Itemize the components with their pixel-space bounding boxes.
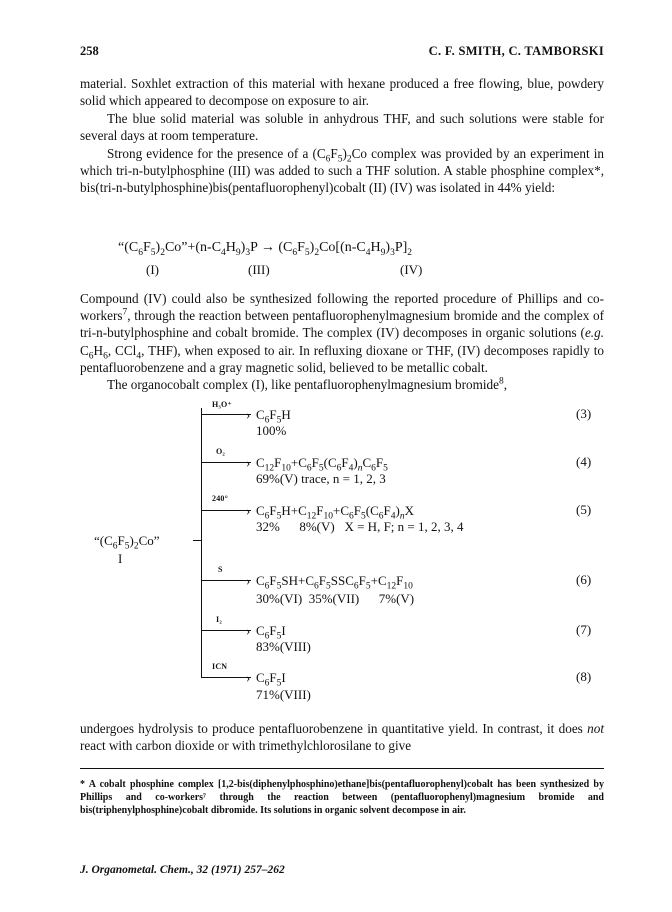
reagent-icn: ICN — [212, 662, 228, 671]
yield-3: 100% — [256, 423, 287, 438]
reagent-iodine: I₂ — [216, 615, 222, 624]
eq-number-5: (5) — [576, 502, 592, 517]
paragraph-5: The organocobalt complex (I), like pentafluorophenylmagnesium bromide$^8$, — [107, 376, 508, 392]
label-compound-I: (I) — [146, 262, 159, 277]
running-authors: C. F. SMITH, C. TAMBORSKI — [428, 44, 604, 58]
eq-number-7: (7) — [576, 622, 592, 637]
yield-6: 30%(VI) 35%(VII) 7%(V) — [256, 591, 415, 606]
paragraph-4: Compound (IV) could also be synthesized following the reported procedure of Phillips and co-workers$^7$, through the reaction between pentafluorophenylmagnesium bromide and the complex of tri-n-butylphosphine and cobalt bromide. The complex (IV) decomposes in organic solutions (e.g. $C_6H_6$, CCl$_4$, THF), when exposed to air. In refluxing dioxane or THF, (IV) decomposes rapidly to pentafluorobenzene and a gray magnetic solid, believed to be metallic cobalt. — [80, 291, 604, 375]
journal-citation: J. Organometal. Chem., 32 (1971) 257–262 — [80, 864, 285, 876]
label-compound-IV: (IV) — [400, 262, 423, 277]
paragraph-6: undergoes hydrolysis to produce pentafluorobenzene in quantitative yield. In contrast, it does not react with carbon dioxide or with trimethylchlorosilane to give — [80, 721, 604, 754]
yield-7: 83%(VIII) — [256, 639, 311, 654]
product-6: $C_6F_5SH+C_6F_5SSC_6F_5+C_{12}F_{10}$ — [256, 573, 413, 592]
yield-5: 32% 8%(V) X = H, F; n = 1, 2, 3, 4 — [256, 519, 464, 534]
product-3: $C_6F_5H$ — [256, 407, 291, 426]
product-4: $C_{12}F_{10}+C_6F_5(C_6F_4)_nC_6F_5$ — [256, 455, 388, 474]
label-compound-III: (III) — [248, 262, 270, 277]
reagent-sulfur: S — [218, 565, 223, 574]
reagent-o2: O₂ — [216, 447, 226, 456]
arrow-6 — [201, 580, 251, 581]
yield-8: 71%(VIII) — [256, 687, 311, 702]
arrow-3 — [201, 414, 251, 415]
eq-number-3: (3) — [576, 406, 592, 421]
product-8: $C_6F_5I$ — [256, 670, 286, 689]
paragraph-3: Strong evidence for the presence of a $(C_6F_5)_2Co$ complex was provided by an experiment in which tri-n-butylphosphine (III) was added to such a THF solution. A stable phosphine complex*, bis(tri-n-butylphosphine)bis(pentafluorophenyl)cobalt (II) (IV) was isolated in 44% yield: — [80, 146, 604, 196]
starting-label: I — [118, 551, 123, 566]
eq-number-4: (4) — [576, 454, 592, 469]
product-7: $C_6F_5I$ — [256, 623, 286, 642]
paragraph-1: material. Soxhlet extraction of this material with hexane produced a free flowing, blue, powdery solid which appeared to decompose on exposure to air. — [80, 76, 604, 109]
arrow-8 — [201, 677, 251, 678]
reagent-heat: 240° — [212, 494, 228, 503]
eq-number-8: (8) — [576, 669, 592, 684]
scheme-trunk — [201, 408, 202, 678]
equation-1: “$(C_6F_5)_2Co”+(n-C_4H_9)_3P \to (C_6F_5)_2Co[(n-C_4H_9)_3P]_2$ — [118, 240, 413, 258]
page-number: 258 — [80, 44, 99, 58]
starting-material: “$(C_6F_5)_2Co$” — [94, 533, 160, 552]
eq-number-6: (6) — [576, 572, 592, 587]
footnote: * A cobalt phosphine complex [1,2-bis(diphenylphosphino)ethane]bis(pentafluorophenyl)cobalt has been synthesized by Phillips and co-workers⁷ through the reaction between (pentafluorophenyl)magnesium bromide and bis(triphenylphosphine)cobalt dibromide. Its solutions in organic solvent decompose in air. — [80, 779, 604, 817]
yield-4: 69%(V) trace, n = 1, 2, 3 — [256, 471, 386, 486]
scheme-stem — [193, 540, 202, 541]
paragraph-2: The blue solid material was soluble in anhydrous THF, and such solutions were stable for several days at room temperature. — [80, 111, 604, 144]
arrow-5 — [201, 510, 251, 511]
footnote-rule — [80, 768, 604, 769]
running-header — [80, 44, 604, 62]
reagent-h3o: H₃O⁺ — [212, 400, 232, 409]
arrow-7 — [201, 630, 251, 631]
arrow-4 — [201, 462, 251, 463]
product-5: $C_6F_5H+C_{12}F_{10}+C_6F_5(C_6F_4)_nX$ — [256, 503, 414, 522]
journal-page: 258 C. F. SMITH, C. TAMBORSKI material. Soxhlet extraction of this material with hexane produced a free flowing, blue, powdery solid which appeared to decompose on exposure to air. The blue solid material was soluble in anhydrous THF, and such solutions were stable for several days at room temperature. Strong evidence for the presence of a $(C_6F_5)_2Co$ complex was provided by an experiment in which tri-n-butylphosphine (III) was added to such a THF solution. A stable phosphine complex*, bis(tri-n-butylphosphine)bis(pentafluorophenyl)cobalt (II) (IV) was isolated in 44% yield: “$(C_6F_5)_2Co”+(n-C_4H_9)_3P \to (C_6F_5)_2Co[(n-C_4H_9)_3P]_2$ (I) (III) (IV) Compound (IV) could also be synthesized following the reported procedure of Phillips and co-workers$^7$, through the reaction between pentafluorophenylmagnesium bromide and the complex of tri-n-butylphosphine and cobalt bromide. The complex (IV) decomposes in organic solutions (e.g. $C_6H_6$, CCl$_4$, THF), when exposed to air. In refluxing dioxane or THF, (IV) decomposes rapidly to pentafluorobenzene and a gray magnetic solid, believed to be metallic cobalt. The organocobalt complex (I), like pentafluorophenylmagnesium bromide$^8$, “$(C_6F_5)_2Co$” I H₃O⁺ › $C_6F_5H$ 100% (3) O₂ › $C_{12}F_{10}+C_6F_5(C_6F_4)_nC_6F_5$ 69%(V) trace, n = 1, 2, 3 (4) 240° › $C_6F_5H+C_{12}F_{10}+C_6F_5(C_6F_4)_nX$ 32% 8%(V) X = H, F; n = 1, 2, 3, 4 (5) S › $C_6F_5SH+C_6F_5SSC_6F_5+C_{12}F_{10}$ 30%(VI) 35%(VII) 7%(V) (6) I₂ › $C_6F_5I$ 83%(VIII) (7) ICN › $C_6F_5I$ 71%(VIII) (8) undergoes hydrolysis to produce pentafluorobenzene in quantitative yield. In contrast, it does not react with carbon dioxide or with trimethylchlorosilane to give * A cobalt phosphine complex [1,2-bis(diphenylphosphino)ethane]bis(pentafluorophenyl)cobalt has been synthesized by Phillips and co-workers⁷ through the reaction between (pentafluorophenyl)magnesium bromide and bis(triphenylphosphine)cobalt dibromide. Its solutions in organic solvent decompose in air. J. Organometal. Chem., 32 (1971) 257–262 — [80, 44, 604, 876]
